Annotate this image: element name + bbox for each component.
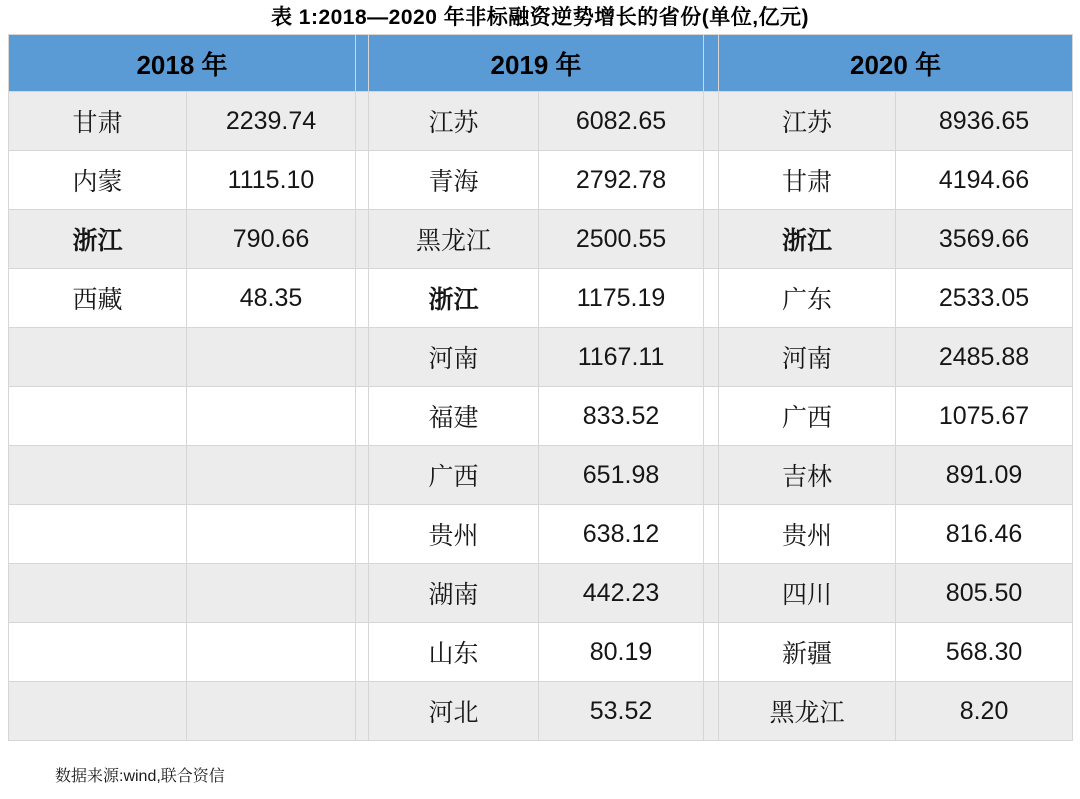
value-cell: 2792.78: [539, 151, 704, 210]
table-row: [9, 623, 1073, 682]
table-row: [9, 387, 1073, 446]
value-cell: 80.19: [539, 623, 704, 682]
group-divider: [356, 92, 369, 151]
value-cell: 53.52: [539, 682, 704, 741]
group-divider: [356, 35, 369, 92]
province-cell: 山东: [369, 623, 539, 682]
table-row: [9, 269, 1073, 328]
value-cell: [187, 328, 356, 387]
province-cell: 贵州: [369, 505, 539, 564]
value-cell: 638.12: [539, 505, 704, 564]
value-cell: 2485.88: [896, 328, 1073, 387]
province-cell: 河北: [369, 682, 539, 741]
table-body: [9, 92, 1073, 741]
table-row: [9, 328, 1073, 387]
group-divider: [356, 682, 369, 741]
province-cell: [9, 564, 187, 623]
group-divider: [704, 210, 719, 269]
province-cell: 黑龙江: [369, 210, 539, 269]
province-cell: 贵州: [719, 505, 896, 564]
province-cell: 河南: [719, 328, 896, 387]
province-cell: 湖南: [369, 564, 539, 623]
value-cell: [187, 387, 356, 446]
source-note: 数据来源:wind,联合资信: [55, 768, 225, 785]
province-cell: [9, 682, 187, 741]
province-cell: 浙江: [719, 210, 896, 269]
table-row: [9, 505, 1073, 564]
value-cell: 833.52: [539, 387, 704, 446]
table-row: [9, 92, 1073, 151]
province-cell: 浙江: [369, 269, 539, 328]
group-divider: [704, 269, 719, 328]
group-divider: [704, 387, 719, 446]
province-cell: 甘肃: [719, 151, 896, 210]
group-divider: [704, 564, 719, 623]
province-cell: [9, 446, 187, 505]
value-cell: 2239.74: [187, 92, 356, 151]
value-cell: [187, 505, 356, 564]
value-cell: 442.23: [539, 564, 704, 623]
value-cell: [187, 682, 356, 741]
group-divider: [704, 682, 719, 741]
province-cell: 广西: [369, 446, 539, 505]
group-divider: [356, 387, 369, 446]
value-cell: 6082.65: [539, 92, 704, 151]
table-header: [9, 35, 1073, 92]
group-divider: [704, 505, 719, 564]
province-cell: 西藏: [9, 269, 187, 328]
value-cell: 2500.55: [539, 210, 704, 269]
value-cell: 8936.65: [896, 92, 1073, 151]
group-divider: [356, 328, 369, 387]
data-table: [8, 34, 1073, 741]
value-cell: 1175.19: [539, 269, 704, 328]
value-cell: 790.66: [187, 210, 356, 269]
province-cell: 吉林: [719, 446, 896, 505]
value-cell: 4194.66: [896, 151, 1073, 210]
value-cell: 48.35: [187, 269, 356, 328]
value-cell: 568.30: [896, 623, 1073, 682]
province-cell: [9, 623, 187, 682]
group-divider: [356, 446, 369, 505]
group-divider: [704, 446, 719, 505]
value-cell: 8.20: [896, 682, 1073, 741]
table-row: [9, 151, 1073, 210]
group-divider: [704, 151, 719, 210]
value-cell: 805.50: [896, 564, 1073, 623]
value-cell: 816.46: [896, 505, 1073, 564]
year-header-2019: 2019 年: [369, 35, 704, 92]
province-cell: 新疆: [719, 623, 896, 682]
value-cell: 1115.10: [187, 151, 356, 210]
province-cell: 甘肃: [9, 92, 187, 151]
table-row: [9, 682, 1073, 741]
group-divider: [704, 35, 719, 92]
value-cell: [187, 446, 356, 505]
table-row: [9, 446, 1073, 505]
value-cell: 3569.66: [896, 210, 1073, 269]
province-cell: 四川: [719, 564, 896, 623]
province-cell: 黑龙江: [719, 682, 896, 741]
province-cell: [9, 328, 187, 387]
value-cell: [187, 564, 356, 623]
group-divider: [356, 210, 369, 269]
province-cell: 广西: [719, 387, 896, 446]
group-divider: [356, 505, 369, 564]
province-cell: [9, 387, 187, 446]
province-cell: [9, 505, 187, 564]
province-cell: 江苏: [369, 92, 539, 151]
value-cell: [187, 623, 356, 682]
group-divider: [704, 92, 719, 151]
province-cell: 广东: [719, 269, 896, 328]
group-divider: [356, 151, 369, 210]
group-divider: [704, 623, 719, 682]
value-cell: 651.98: [539, 446, 704, 505]
year-header-2020: 2020 年: [719, 35, 1073, 92]
group-divider: [356, 623, 369, 682]
province-cell: 内蒙: [9, 151, 187, 210]
header-row: [9, 35, 1073, 92]
value-cell: 891.09: [896, 446, 1073, 505]
table-row: [9, 210, 1073, 269]
page-title: 表 1:2018—2020 年非标融资逆势增长的省份(单位,亿元): [270, 6, 810, 29]
group-divider: [356, 564, 369, 623]
year-header-2018: 2018 年: [9, 35, 356, 92]
province-cell: 青海: [369, 151, 539, 210]
province-cell: 河南: [369, 328, 539, 387]
province-cell: 福建: [369, 387, 539, 446]
value-cell: 1075.67: [896, 387, 1073, 446]
value-cell: 1167.11: [539, 328, 704, 387]
group-divider: [356, 269, 369, 328]
province-cell: 江苏: [719, 92, 896, 151]
value-cell: 2533.05: [896, 269, 1073, 328]
province-cell: 浙江: [9, 210, 187, 269]
table-row: [9, 564, 1073, 623]
group-divider: [704, 328, 719, 387]
